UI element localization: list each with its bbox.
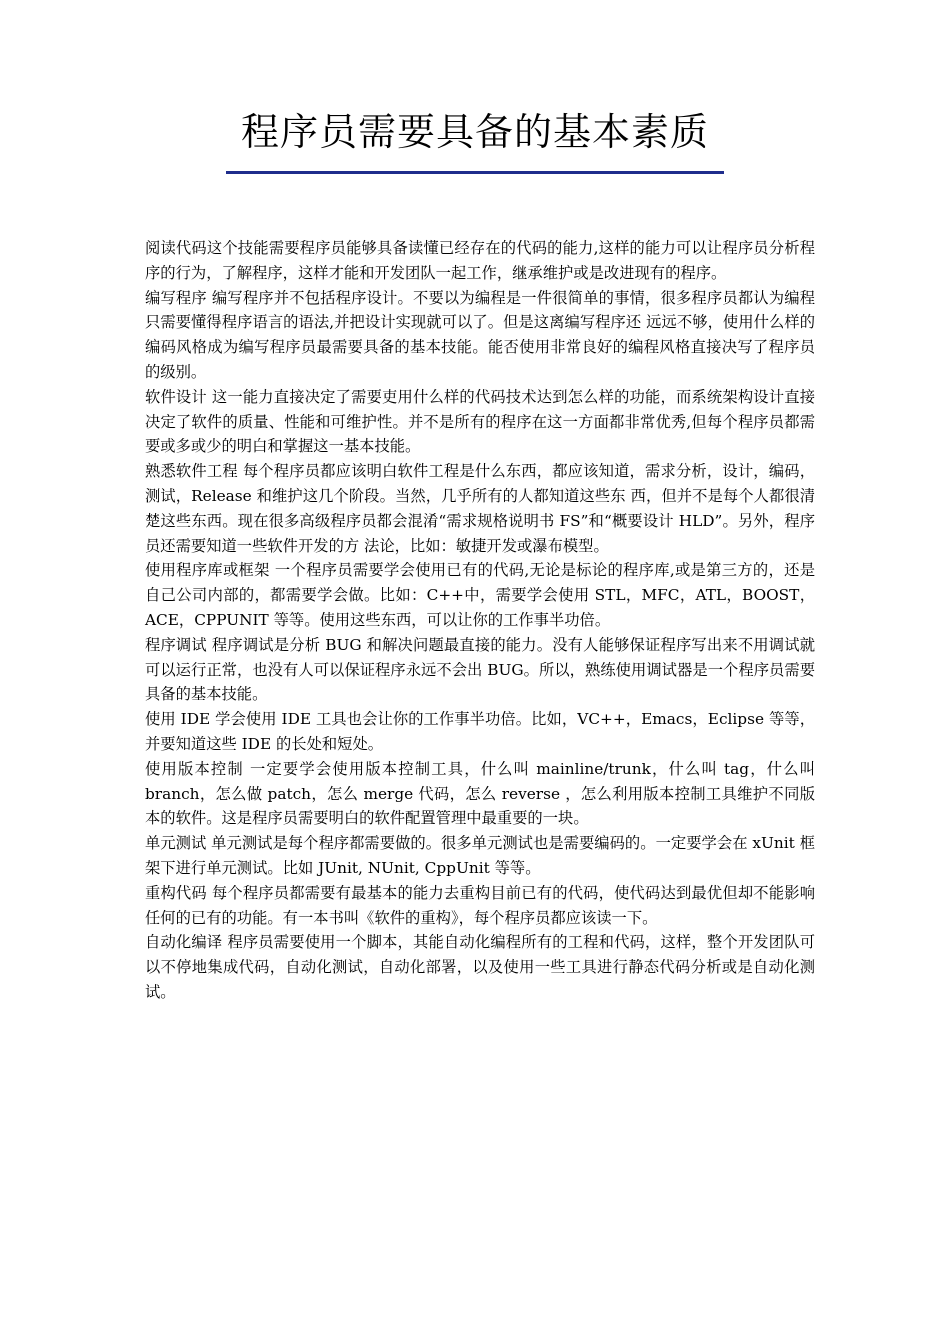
paragraph-libraries-frameworks: 使用程序库或框架 一个程序员需要学会使用已有的代码,无论是标论的程序库,或是第三方的，还是自己公司内部的，都需要学会做。比如：C++中，需要学会使用 STL，MFC，ATL，BOOST，ACE，CPPUNIT 等等。使用这些东西，可以让你的工作事半功倍。 [145,561,815,629]
paragraph-software-design: 软件设计 这一能力直接决定了需要吏用什么样的代码技术达到怎么样的功能，而系统架构设计直接决定了软件的质量、性能和可维护性。并不是所有的程序在这一方面都非常优秀,但每个程序员都需要或多或少的明白和掌握这一基本技能。 [145,387,815,456]
page-title: 程序员需要具备的基本素质 [240,110,709,154]
paragraph-writing-programs: 编写程序 编写程序并不包括程序设计。不要以为编程是一件很简单的事情，很多程序员都认为编程只需要懂得程序语言的语法,并把设计实现就可以了。但是这离编写程序还 远远不够，使用什么样的编码风格成为编写程序员最需要具备的基本技能。能否使用非常良好的编程风格直接决写了程序员的级别。 [145,288,815,381]
paragraph-reading-code: 阅读代码这个技能需要程序员能够具备读懂已经存在的代码的能力,这样的能力可以让程序员分析程序的行为，了解程序，这样才能和开发团队一起工作，继承维护或是改进现有的程序。 [145,239,815,282]
paragraph-ide: 使用 IDE 学会使用 IDE 工具也会让你的工作事半功倍。比如，VC++，Emacs，Eclipse 等等，并要知道这些 IDE 的长处和短处。 [145,710,815,753]
paragraph-software-engineering: 熟悉软件工程 每个程序员都应该明白软件工程是什么东西，都应该知道，需求分析，设计，编码，测试，Release 和维护这几个阶段。当然，几乎所有的人都知道这些东 西，但并不是每个人都很清楚这些东西。现在很多高级程序员都会混淆“需求规格说明书 FS”和“概要设计 HLD”。另外，程序员还需要知道一些软件开发的方 法论，比如：敏捷开发或瀑布模型。 [145,462,815,555]
paragraph-build-automation: 自动化编译 程序员需要使用一个脚本，其能自动化编程所有的工程和代码，这样，整个开发团队可以不停地集成代码，自动化测试，自动化部署，以及使用一些工具进行静态代码分析或是自动化测试。 [145,933,815,1001]
paragraph-debugging: 程序调试 程序调试是分析 BUG 和解决问题最直接的能力。没有人能够保证程序写出来不用调试就可以运行正常，也没有人可以保证程序永远不会出 BUG。所以，熟练使用调试器是一个程序员需要具备的基本技能。 [145,635,815,704]
paragraph-refactoring: 重构代码 每个程序员都需要有最基本的能力去重构目前已有的代码，使代码达到最优但却不能影响任何的已有的功能。有一本书叫《软件的重构》，每个程序员都应该读一下。 [145,883,815,927]
paragraph-unit-testing: 单元测试 单元测试是每个程序都需要做的。很多单元测试也是需要编码的。一定要学会在 xUnit 框架下进行单元测试。比如 JUnit, NUnit, CppUnit 等等。 [145,834,815,877]
document-body [145,236,815,1005]
paragraph-version-control: 使用版本控制 一定要学会使用版本控制工具，什么叫 mainline/trunk，什么叫 tag，什么叫 branch，怎么做 patch，怎么 merge 代码，怎么 reverse ，怎么利用版本控制工具维护不同版本的软件。这是程序员需要明白的软件配置管理中最重要的一块。 [145,759,815,828]
title-underline [226,171,724,174]
